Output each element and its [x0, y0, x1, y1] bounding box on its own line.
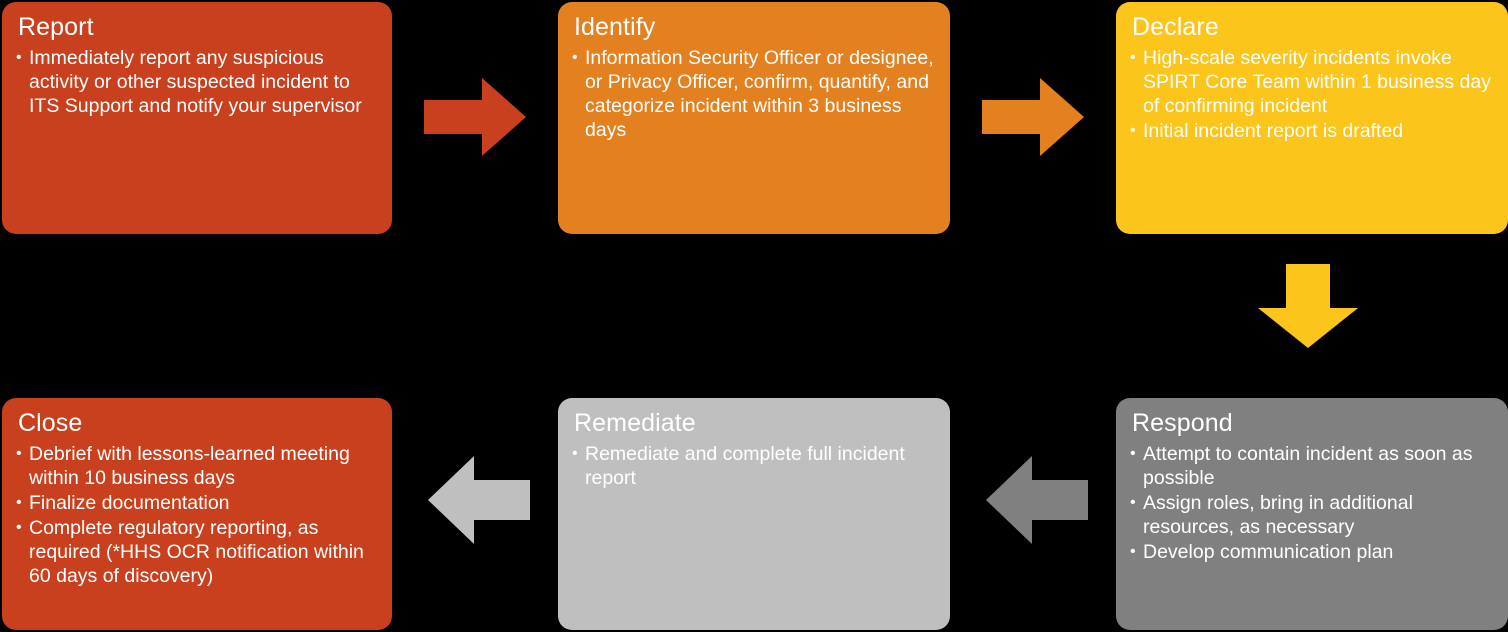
arrow-right-icon: [982, 78, 1084, 156]
step-bullets-identify: [572, 46, 936, 142]
bullet-item: • High-scale severity incidents invoke SPIRT Core Team within 1 business day of confirming incident: [1130, 46, 1494, 118]
bullet-item: • Information Security Officer or designee, or Privacy Officer, confirm, quantify, and categorize incident within 3 business days: [572, 46, 936, 142]
step-card-identify: [558, 2, 950, 234]
step-bullets-close: [16, 442, 378, 588]
bullet-item: • Assign roles, bring in additional resources, as necessary: [1130, 491, 1494, 539]
step-title-declare: Declare: [1132, 13, 1219, 41]
step-title-report: Report: [18, 13, 94, 41]
step-card-remediate: [558, 398, 950, 630]
step-title-identify: Identify: [574, 13, 656, 41]
step-title-close: Close: [18, 409, 83, 437]
bullet-item: • Initial incident report is drafted: [1130, 119, 1494, 143]
step-title-respond: Respond: [1132, 409, 1233, 437]
bullet-item: • Immediately report any suspicious activity or other suspected incident to ITS Support and notify your supervisor: [16, 46, 378, 118]
step-title-remediate: Remediate: [574, 409, 696, 437]
arrow-down-icon: [1258, 264, 1358, 348]
step-bullets-declare: [1130, 46, 1494, 143]
bullet-item: • Complete regulatory reporting, as required (*HHS OCR notification within 60 days of discovery): [16, 516, 378, 588]
step-bullets-report: [16, 46, 378, 118]
bullet-item: • Attempt to contain incident as soon as possible: [1130, 442, 1494, 490]
bullet-item: • Finalize documentation: [16, 491, 378, 515]
arrow-right-icon: [424, 78, 526, 156]
step-card-report: [2, 2, 392, 234]
step-bullets-respond: [1130, 442, 1494, 564]
bullet-item: • Debrief with lessons-learned meeting within 10 business days: [16, 442, 378, 490]
step-card-declare: [1116, 2, 1508, 234]
arrow-left-icon: [986, 456, 1088, 544]
step-card-close: [2, 398, 392, 630]
step-bullets-remediate: [572, 442, 936, 490]
bullet-item: • Remediate and complete full incident report: [572, 442, 936, 490]
arrow-left-icon: [428, 456, 530, 544]
bullet-item: • Develop communication plan: [1130, 540, 1494, 564]
step-card-respond: [1116, 398, 1508, 630]
